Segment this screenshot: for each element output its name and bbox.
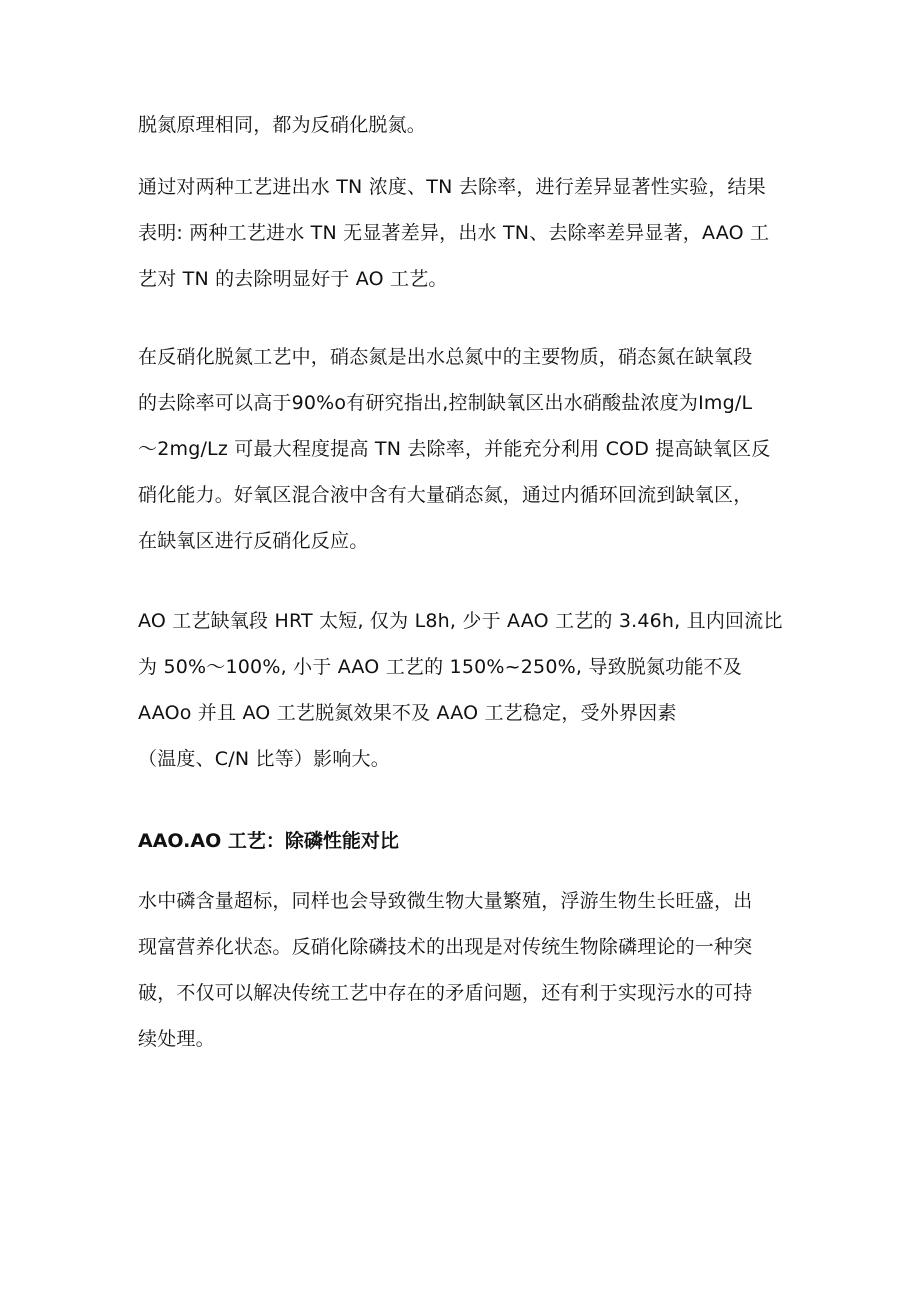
text-line: （温度、C/N 比等）影响大。 — [138, 748, 390, 770]
text-line: 续处理。 — [138, 1028, 215, 1050]
text-line: 表明: 两种工艺进水 TN 无显著差异，出水 TN、去除率差异显著，AAO 工 — [138, 222, 770, 244]
text-line: AAOo 并且 AO 工艺脱氮效果不及 AAO 工艺稳定，受外界因素 — [138, 702, 677, 724]
paragraph-denitrification-principle — [138, 102, 798, 148]
text-line: 现富营养化状态。反硝化除磷技术的出现是对传统生物除磷理论的一种突 — [138, 936, 753, 958]
paragraph-phosphorus-removal — [138, 878, 798, 1062]
section-heading: AAO.AO 工艺：除磷性能对比 — [138, 830, 399, 852]
text-line: AO 工艺缺氧段 HRT 太短, 仅为 L8h, 少于 AAO 工艺的 3.46h, 且内回流比 — [138, 610, 783, 632]
paragraph-tn-comparison — [138, 164, 798, 302]
text-line: 硝化能力。好氧区混合液中含有大量硝态氮，通过内循环回流到缺氧区， — [138, 484, 753, 506]
text-line: 破，不仅可以解决传统工艺中存在的矛盾问题，还有利于实现污水的可持 — [138, 982, 753, 1004]
text-line: 在反硝化脱氮工艺中，硝态氮是出水总氮中的主要物质，硝态氮在缺氧段 — [138, 346, 753, 368]
text-line: 在缺氧区进行反硝化反应。 — [138, 530, 369, 552]
text-line: ～2mg/Lz 可最大程度提高 TN 去除率，并能充分利用 COD 提高缺氧区反 — [138, 438, 771, 460]
text-line: 的去除率可以高于90%o有研究指出,控制缺氧区出水硝酸盐浓度为Img/L — [138, 392, 753, 414]
paragraph-nitrate-removal — [138, 334, 798, 564]
text-line: 水中磷含量超标，同样也会导致微生物大量繁殖，浮游生物生长旺盛，出 — [138, 890, 753, 912]
text-line: 艺对 TN 的去除明显好于 AO 工艺。 — [138, 268, 448, 290]
text-line: 为 50%～100%, 小于 AAO 工艺的 150%~250%, 导致脱氮功能不及 — [138, 656, 742, 678]
text-line: 脱氮原理相同，都为反硝化脱氮。 — [138, 114, 427, 136]
paragraph-ao-hrt — [138, 598, 798, 782]
text-line: 通过对两种工艺进出水 TN 浓度、TN 去除率，进行差异显著性实验，结果 — [138, 176, 766, 198]
